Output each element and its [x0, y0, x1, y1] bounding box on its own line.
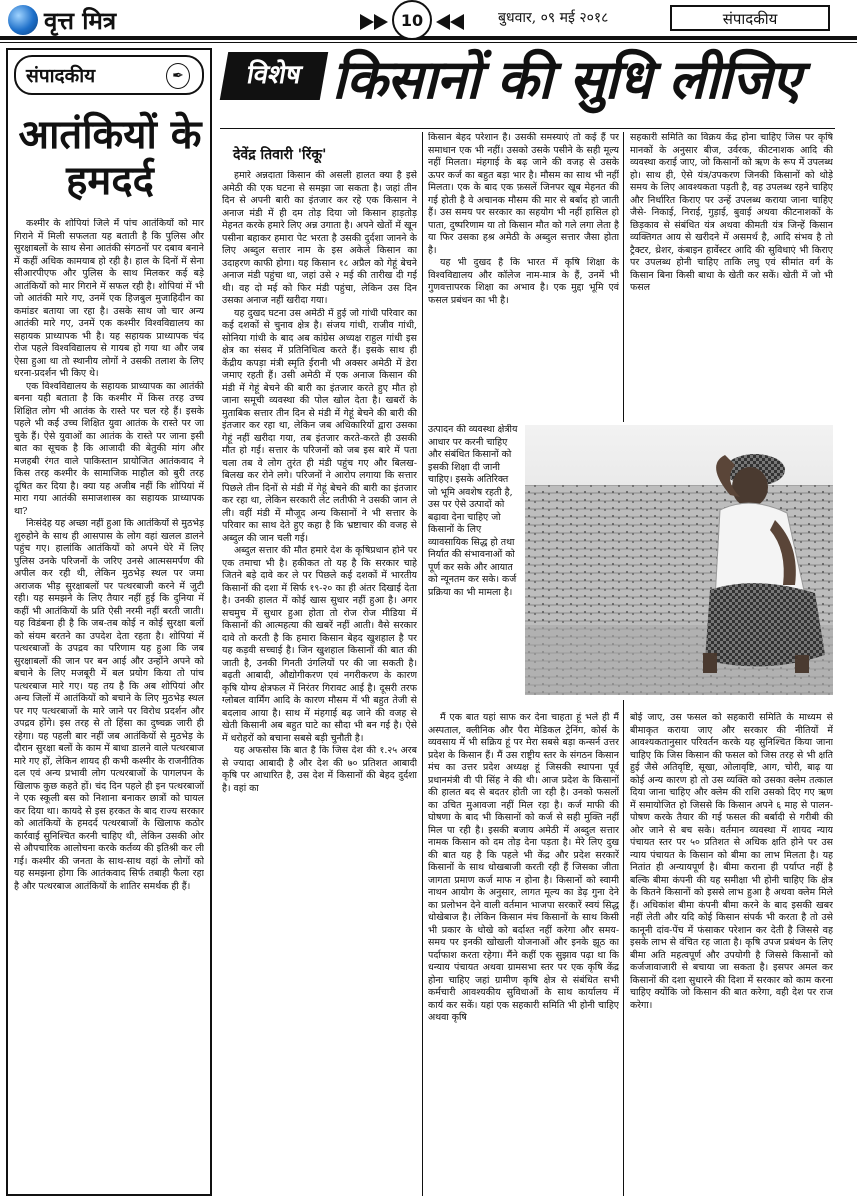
chevron-right-icon [374, 14, 388, 30]
feature-headline: किसानों की सुधि लीजिए [332, 48, 800, 111]
feature-label: विशेष [220, 52, 328, 100]
column-rule [623, 132, 624, 422]
feature-column-3-bottom [630, 712, 833, 1196]
divider [220, 128, 835, 129]
chevron-left-icon [450, 14, 464, 30]
editorial-body [14, 218, 204, 1190]
pen-nib-icon: ✒ [166, 63, 190, 89]
brand-title: वृत्त मित्र [44, 6, 117, 35]
feature-paragraph: मैं एक बात यहां साफ कर देना चाहता हूं भले ही मैं अस्पताल, क्लीनिक और पैरा मेडिकल ट्रेनिंग, कोर्स के व्यवसाय में भी सक्रिय हूं पर मेरा सबसे बड़ा कन्सर्न उत्तर प्रदेश के किसान हैं। मैं उस राष्ट्रीय स्तर के संगठन किसान मंच का उत्तर प्रदेश अध्यक्ष हूं जिसकी स्थापना पूर्व प्रधानमंत्री वी पी सिंह ने की थी। आज प्रदेश के किसानों की हालत बद से बदतर होती जा रही है। उनको फसलों का उचित मुआवजा नहीं मिल रहा है। कर्ज माफी की घोषणा के बाद भी किसानों को कर्ज से सही मुक्ति नहीं मिल पा रही है। इसकी बजाय अमेठी में अब्दुल सत्तार नामक किसान को दम तोड़ देना पड़ता है। मेरे लिए दुख की बात यह है कि पहले भी केंद्र और प्रदेश सरकारें किसानों के साथ धोखबाजी करती रही हैं जिसका जीता जागता प्रमाण कर्ज माफ न होना है। किसानों को स्वामी नाथन आयोग के अनुसार, लागत मूल्य का डेढ़ गुना देने का प्रलोभन देने वाली वर्तमान भाजपा सरकारें स्वयं सिद्ध धोखेबाज है। लेकिन किसान मंच किसानों के साथ किसी भी प्रकार के धोखे को बर्दाश्त नहीं करेगा और समय-समय पर इनकी खोखली योजनाओं और इनके झूठ का पर्दाफाश करता रहेगा। मैंने कहीं एक सुझाव पढ़ा था कि धन्याय पंचायत अथवा ग्रामसभा स्तर पर एक कृषि केंद्र होना चाहिए जहां ग्रामीण कृषि क्षेत्र से संबंधित सभी कर्मचारी आवश्यकीय सुविधाओं के साथ कार्यालय में कार्य कर सकें। यहां एक सहकारी समिति भी होनी चाहिए अथवा कृषि [428, 712, 619, 1023]
issue-date: बुधवार, ०९ मई २०१८ [498, 10, 609, 26]
masthead [0, 0, 857, 44]
farmer-photo [525, 425, 833, 695]
column-rule [623, 700, 624, 1196]
chevron-left-icon [436, 14, 450, 30]
editorial-title: आतंकियों के हमदर्द [18, 111, 202, 204]
editorial-paragraph: एक विश्वविद्यालय के सहायक प्राध्यापक का आतंकी बनना यही बताता है कि कश्मीर में किस तरह उच्च शिक्षित लोग भी आतंक के रास्ते पर चल रहे हैं। इसके पहले भी कई उच्च शिक्षित युवा आतंक के रास्ते पर जा चुके हैं। ऐसे युवाओं का आतंक के रास्ते पर जाना इसी बात का सूचक है कि आजादी की बेतुकी मांग और मजहबी रंगत वाले पाकिस्तान प्रायोजित आतंकवाद ने किस तरह कश्मीर के सामाजिक माहौल को बुरी तरह दूषित कर दिया है। क्या यह अजीब नहीं कि शोपियां में मारा गया आतंकी समाजशास्त्र का सहायक प्राध्यापक था? [14, 380, 204, 517]
editorial-paragraph: निःसंदेह यह अच्छा नहीं हुआ कि आतंकियों से मुठभेड़ शुरुहोने के साथ ही आसपास के लोग वहां खलल डालने पहुंच गए। हालांकि आतंकियों को अपने घेरे में लिए पुलिस उनके परिजनों के जरिए उनसे आत्मसमर्पण की अपील कर रही थी, लेकिन मुठभेड़ स्थल पर जमा अराजक भीड़ सुरक्षाबलों पर पत्थरबाजी करने में जुटी रही। यह समझने के लिए तैयार नहीं हुई कि दुनिया में कहीं भी आतंकियों के प्रति ऐसी नरमी नहीं बरती जाती। यह विडंबना ही है कि जब-तब कोई न कोई सुरक्षा बलों को संयम बरतने का उपदेश देता रहता है। शोपियां में पत्थरबाजों के उपद्रव का परिणाम यह हुआ कि जब सुरक्षाबलों की जान पर बन आई और उन्होंने अपने को बचाने के लिए मजबूरी में बल प्रयोग किया तो पांच पत्थरबाज मारे गए। यह तय है कि अब शोपियां और अन्य जिलों में आतंकियों को बचाने के लिए मुठभेड़ स्थल पर गए पत्थरबाजों के मारे जाने पर विरोध प्रदर्शन और उपद्रव होंगे। इस तरह से तो हिंसा का दुष्चक्र जारी ही रहेगा। यह पहली बार नहीं जब आतंकियों से मुठभेड़ के दौरान सुरक्षा बलों के काम में बाधा डालने वाले पत्थरबाज मारे गए हों, लेकिन शायद ही कभी कश्मीर के राजनीतिक दल एवं अन्य प्रभावी लोग पत्थरबाजों के पागलपन के खिलाफ कुछ कहते हों। चंद दिन पहले ही इन पत्थरबाजों ने एक स्कूली बस को निशाना बनाकर छात्रों को घायल कर दिया था। कायदे से इस हरकत के बाद राज्य सरकार को आतंकियों के हमदर्द पत्थरबाजों के खिलाफ कठोर कार्रवाई सुनिश्चित करनी चाहिए थी, लेकिन उसकी ओर से औपचारिक आलोचना करके कर्तव्य की इतिश्री कर ली गई। कश्मीर की जनता के साथ-साथ वहां के लोगों को यह समझना होगा कि आतंकवाद सिर्फ तबाही फैला रहा है और पत्थरबाज आतंकियों के शातिर समर्थक ही हैं। [14, 518, 204, 892]
feature-column-2 [428, 132, 619, 422]
feature-paragraph: यह अफसोस कि बात है कि जिस देश की १.२५ अरब से ज्यादा आबादी है और देश की ७० प्रतिशत आबादी कृषि पर आधारित है, उस देश में किसानों की बेहद दुर्दशा है। वहां का [222, 745, 417, 794]
chevron-right-icon [360, 14, 374, 30]
feature-column-2-bottom [428, 712, 619, 1196]
globe-icon [8, 5, 38, 35]
feature-paragraph: यह भी दुखद है कि भारत में कृषि शिक्षा के विश्वविद्यालय और कॉलेज नाम-मात्र के हैं, उनमें भी गुणवत्तापरक शिक्षा का अभाव है। एक मुद्दा भूमि एवं फसल प्रबंधन का भी है। [428, 257, 619, 306]
feature-paragraph: सहकारी समिति का विक्रय केंद्र होना चाहिए जिस पर कृषि मानकों के अनुसार बीज, उर्वरक, कीटनाशक आदि की व्यवस्था कराई जाए, जो किसानों को ऋण के रूप में उपलब्ध हो। साथ ही, ऐसे यंत्र/उपकरण जिनकी किसानों को थोड़े समय के लिए आवश्यकता पड़ती है, वह उपलब्ध रहने चाहिए और निर्धारित किराए पर उन्हें उपलब्ध कराया जाना चाहिए जैसे- निकाई, निराई, गुड़ाई, बुवाई अथवा कीटनाशकों के छिड़काव से संबंधित यंत्र अथवा कीमती यंत्र जिन्हें किसान व्यक्तिगत आय से खरीदने में असमर्थ है, आदि संभव है तो ट्रैक्टर, थ्रेशर, कंबाइन हार्वेस्टर आदि की सुविधाएं भी किराए पर उपलब्ध होनी चाहिए ताकि लघु एवं सीमांत वर्ग के किसान बिना किसी बाधा के खेती कर सकें। खेती में जो भी फसल [630, 132, 833, 293]
feature-column-1 [222, 170, 417, 1196]
section-tag: संपादकीय [670, 5, 830, 31]
feature-column-2-narrow [428, 424, 520, 708]
column-rule [422, 132, 423, 1196]
feature-paragraph: बोई जाए, उस फसल को सहकारी समिति के माध्यम से बीमाकृत कराया जाए और सरकार की नीतियों में आवश्यकतानुसार परिवर्तन करके यह सुनिश्चित किया जाना चाहिए कि जिस किसान की फसल को जिस तरह से भी क्षति हुई जैसे अतिवृष्टि, सूखा, ओलावृष्टि, आग, चोरी, बाढ़ या कोई अन्य कारण हो तो उस व्यक्ति को उसका क्लेम तत्काल दिया जाना चाहिए और क्लेम की राशि उसको दिए गए ऋण में समायोजित हो जिससे कि किसान अपने ६ माह से पालन-पोषण करके तैयार की गई फसल की बर्बादी से गरीबी की ओर जाने से बच सके। वर्तमान व्यवस्था में शायद न्याय पंचायत स्तर पर ५० प्रतिशत से अधिक क्षति होने पर उस न्याय पंचायत के किसान को बीमा का लाभ मिलता है। यह नितांत ही अन्यायपूर्ण है। बीमा कराना ही पर्याप्त नहीं है बल्कि बीमा कंपनी की यह समीक्षा भी होनी चाहिए कि क्षेत्र के कितने किसानों को इससे लाभ हुआ है अथवा क्लेम मिले हैं। अधिकांश बीमा कंपनी बीमा करने के बाद इसकी खबर नहीं लेती और यदि कोई किसान संपर्क भी करता है तो उसे कानूनी दांव-पेंच में फंसाकर परेशान कर देती है जिससे वह इसके लाभ से वंचित रह जाता है। कृषि उपज प्रबंधन के लिए बीमा अति महत्वपूर्ण और उपयोगी है जिससे किसानों को कर्जजावाजारी से बचाया जा सकता है। इसपर अमल कर किसानों की दशा सुधारने की दिशा में सरकार को काम करना चाहिए क्योंकि जो किसान की बात करेगा, वही देश पर राज करेगा। [630, 712, 833, 1011]
feature-paragraph: किसान बेहद परेशान है। उसकी समस्याएं तो कई हैं पर समाधान एक भी नहीं। उसको उसके पसीने के सही मूल्य नहीं मिलता। मंहगाई के बढ़ जाने की वजह से उसके ऊपर कर्ज का बहुत बड़ा भार है। मौसम का साथ भी नहीं मिलता। एक के बाद एक फ़सलें जिनपर खूब मेहनत की गई होती है वे अचानक मौसम की मार से बर्बाद हो जाती हैं। उस समय पर सरकार का सहयोग भी नहीं हासिल हो पाता, दुष्परिणाम या तो किसान मौत को गले लगा लेता है या फिर उसका हश्र अमेठी के अब्दुल सत्तार जैसा होता है। [428, 132, 619, 256]
page-number: 10 [392, 0, 432, 40]
feature-paragraph: यह दुखद घटना उस अमेठी में हुई जो गांधी परिवार का कई दशकों से चुनाव क्षेत्र है। संजय गांधी, राजीव गांधी, सोनिया गांधी के बाद अब कांग्रेस अध्यक्ष राहुल गांधी इस क्षेत्र का संसद में प्रतिनिधित्व करते हैं। इसके साथ ही केंद्रीय कपड़ा मंत्री स्मृति ईरानी भी अक्सर अमेठी में डेरा जमाए रहती हैं। उसी अमेठी में एक अनाज किसान की मंडी में गेहूं बेचने की बारी का इंतजार करते हुए मौत हो जाना समूची व्यवस्था की पोल खोल देता है। खबरों के मुताबिक सत्तार तीन दिन से मंडी में गेहूं बेचने की बारी की इंतजार कर रहा था, लेकिन जब अधिकारियों द्वारा उसका गेहूं नहीं खरीदा गया, तब इंतजार करते-करते ही उसकी मौत हो गई। सत्तार के परिजनों को जब इस बारे में पता चला तब वे लोग तुरंत ही मंडी पहुंच गए और बिलख-बिलख कर रोने लगे। परिजनों ने आरोप लगाया कि सत्तार पिछले तीन दिनों से मंडी में गेहूं बेचने की बारी का इंतजार कर रहा था, लेकिन सरकारी लेट लतीफी ने उसकी जान ले ली। वहीं मंडी में मौजूद अन्य किसानों ने भी सत्तार के परिवार का साथ देते हुए कहा है कि भ्रष्टाचार की वजह से अब्दुल की जान चली गई। [222, 307, 417, 544]
feature-paragraph: अब्दुल सत्तार की मौत हमारे देश के कृषिप्रधान होने पर एक तमाचा भी है। हकीकत तो यह है कि सरकार चाहे जितने बड़े दावे कर ले पर पिछले कई दशकों में भारतीय किसानों की दशा में सिर्फ १९-२० का ही अंतर दिखाई देता है। उनकी हालत में कोई खास सुधार नहीं हुआ है। अगर सचमुच में सुधार हुआ होता तो रोज रोज मीडिया में किसानों की आत्महत्या की खबरें नहीं आती। वैसे सरकार दावे तो करती है कि हमारा किसान बेहद खुशहाल है पर यह कड़वी सच्चाई है। जिन खुशहाल किसानों की बात की जाती है, उनकी गिनती उंगलियों पर की जा सकती है। बढ़ती आबादी, औद्योगीकरण एवं नगरीकरण के कारण कृषि योग्य क्षेत्रफल में निरंतर गिरावट आई है। दूसरी तरफ ग्लोबल वार्मिंग आदि के कारण मौसम में भी बहुत तेजी से बदलाव आया है। साथ में मंहगाई बढ़ जाने की वजह से खेती किसानी अब बहुत घाटे का सौदा भी बन गई है। ऐसे में धरोहरों को बचाना सबसे बड़ी चुनौती है। [222, 545, 417, 744]
byline: देवेंद्र तिवारी 'रिंकू' [233, 147, 327, 163]
feature-column-3 [630, 132, 833, 422]
editorial-paragraph: कश्मीर के शोपियां जिले में पांच आतंकियों को मार गिराने में मिली सफलता यह बताती है कि पुलिस और सुरक्षाबलों के साथ सेना आतंकी संगठनों पर दबाव बनाने में कहीं अधिक कामयाब हो रही है। हाल के दिनों में सेना सीआरपीएफ और पुलिस के साथ मिलकर कई बड़े आतंकियों को मार गिराने में सफल रही है। शोपियां में भी जो आतंकी मारे गए, उनमें एक हिजबुल मुजाहिदीन का कमांडर बताया जा रहा है। उसके साथ जो चार अन्य आतंकी मारे गए, उनमें एक कश्मीर विश्वविद्यालय का सहायक प्राध्यापक भी है। यह सहायक प्राध्यापक चंद रोज पहले विश्वविद्यालय से गायब हो गया था और जब ऐसा हुआ था तो स्थानीय लोगों ने उसकी तलाश के लिए धरना-प्रदर्शन भी किए थे। [14, 218, 204, 379]
feature-paragraph: हमारे अन्नदाता किसान की असली हालत क्या है इसे अमेठी की एक घटना से समझा जा सकता है। जहां तीन दिन से अपनी बारी का इंतजार कर रहे एक किसान ने अनाज मंडी में ही दम तोड़ दिया जो किसान हाड़तोड़ मेहनत करके हमारे लिए अन्न उगाता है। अपने खेतों में खून पसीना बहाकर हमारा पेट भरता है उसकी दुर्दशा जानने के लिए अब्दुल सत्तार नाम के इस अकेले किसान का उदाहरण काफी होगा। यह किसान १८ अप्रैल को गेहूं बेचने अनाज मंडी पहुंचा था, जहां उसे २ मई की तारीख दी गई थी। वह दो मई को फिर मंडी पहुंचा, लेकिन उस दिन उसका अनाज नहीं खरीदा गया। [222, 170, 417, 306]
farmer-illustration [525, 425, 833, 695]
editorial-label: संपादकीय [26, 65, 96, 87]
feature-paragraph: उत्पादन की व्यवस्था क्षेत्रीय आधार पर करनी चाहिए और संबंधित किसानों को इसकी शिक्षा दी जानी चाहिए। इसके अतिरिक्त जो भूमि अवशेष रहती है, उस पर ऐसे उत्पादों को बढ़ावा देना चाहिए जो किसानों के लिए व्यावसायिक सिद्ध हो तथा निर्यात की संभावनाओं को पूर्ण कर सके और आयात को न्यूनतम कर सके। कर्ज प्रक्रिया का भी मामला है। [428, 424, 518, 598]
editorial-header [14, 55, 204, 95]
